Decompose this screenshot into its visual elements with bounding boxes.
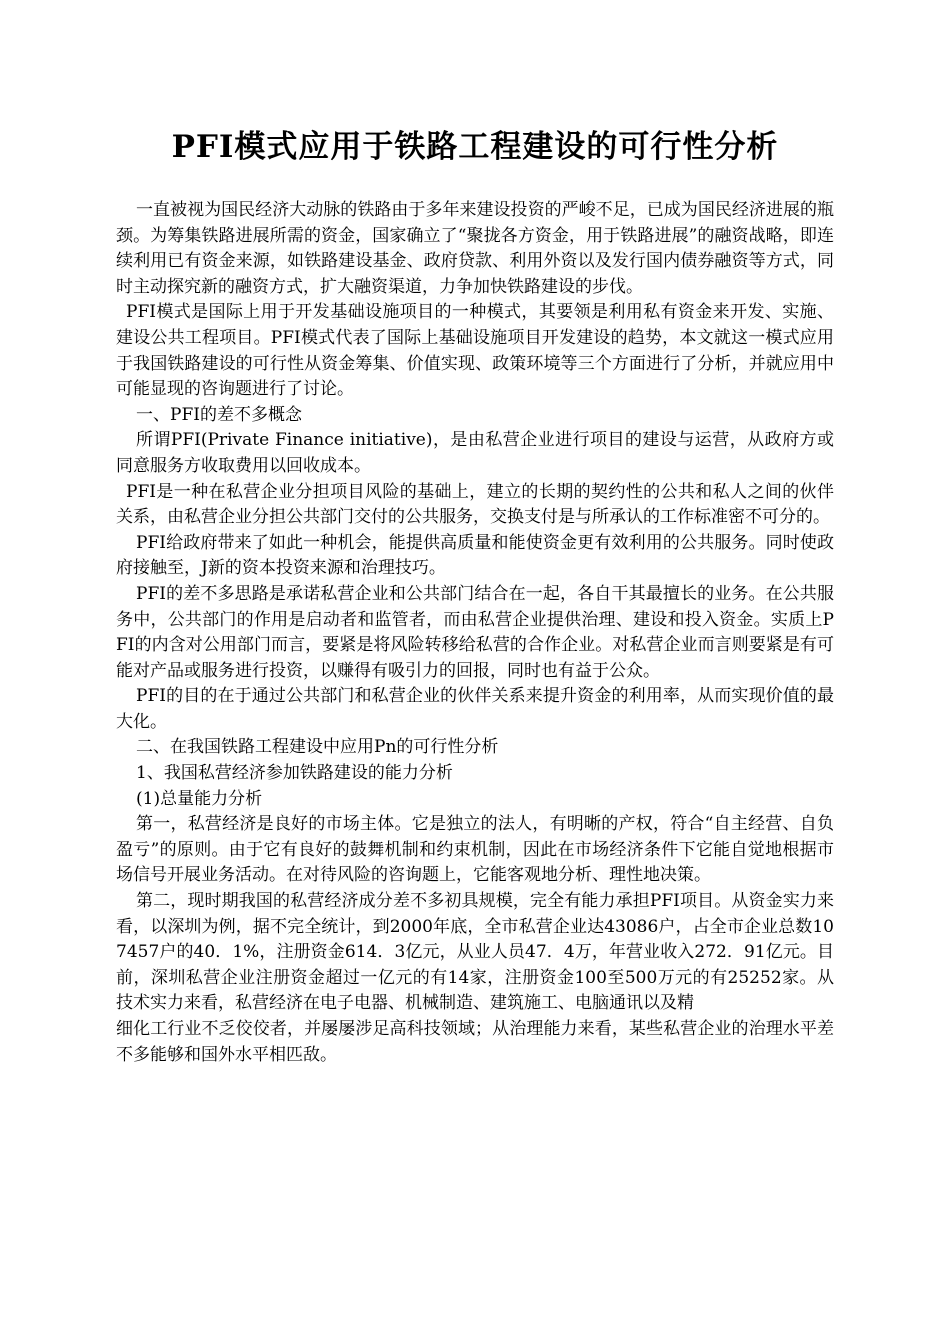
paragraph-first-point: 第一，私营经济是良好的市场主体。它是独立的法人，有明晰的产权，符合“自主经营、自负盈亏”的原则。由于它有良好的鼓舞机制和约束机制，因此在市场经济条件下它能自觉地根据市场信号开展业务活动。在对待风险的咨询题上，它能客观地分析、理性地决策。 bbox=[116, 814, 834, 886]
paragraph-pfi-purpose: PFI的目的在于通过公共部门和私营企业的伙伴关系来提升资金的利用率，从而实现价值的最大化。 bbox=[116, 686, 834, 732]
paragraph-pfi-idea: PFI的差不多思路是承诺私营企业和公共部门结合在一起，各自干其最擅长的业务。在公共服务中，公共部门的作用是启动者和监管者，而由私营企业提供治理、建设和投入资金。实质上PFI的内含对公用部门而言，要紧是将风险转移给私营的合作企业。对私营企业而言则要紧是有可能对产品或服务进行投资，以赚得有吸引力的回报，同时也有益于公众。 bbox=[116, 583, 834, 681]
subsection-heading-1-1: (1)总量能力分析 bbox=[136, 788, 263, 809]
document-title: PFI模式应用于铁路工程建设的可行性分析 bbox=[171, 129, 779, 165]
paragraph-second-point: 第二，现时期我国的私营经济成分差不多初具规模，完全有能力承担PFI项目。从资金实力来看，以深圳为例，据不完全统计，到2000年底，全市私营企业达43086户，占全市企业总数107457户的40．1%，注册资金614．3亿元，从业人员47．4万，年营业收入272．91亿元。目前，深圳私营企业注册资金超过一亿元的有14家，注册资金100至500万元的有25252家。从技术实力来看，私营经济在电子电器、机械制造、建筑施工、电脑通讯以及精 bbox=[116, 891, 834, 1014]
paragraph-pfi-definition: 所谓PFI(Private Finance initiative)，是由私营企业进行项目的建设与运营，从政府方或同意服务方收取费用以回收成本。 bbox=[116, 430, 834, 476]
paragraph-pfi-government: PFI给政府带来了如此一种机会，能提供高质量和能使资金更有效利用的公共服务。同时使政府接触至，J新的资本投资来源和治理技巧。 bbox=[116, 532, 834, 579]
section-heading-2: 二、在我国铁路工程建设中应用Pn的可行性分析 bbox=[136, 737, 499, 758]
paragraph-continuation: 细化工行业不乏佼佼者，并屡屡涉足高科技领域；从治理能力来看，某些私营企业的治理水平差不多能够和国外水平相匹敌。 bbox=[116, 1019, 834, 1065]
paragraph-intro: 一直被视为国民经济大动脉的铁路由于多年来建设投资的严峻不足，已成为国民经济进展的瓶颈。为筹集铁路进展所需的资金，国家确立了“聚拢各方资金，用于铁路进展”的融资战略，即连续利用已有资金来源，如铁路建设基金、政府贷款、利用外资以及发行国内债券融资等方式，同时主动探究新的融资方式，扩大融资渠道，力争加快铁路建设的步伐。 bbox=[116, 200, 834, 297]
document-body bbox=[116, 198, 834, 1068]
paragraph-pfi-partnership: PFI是一种在私营企业分担项目风险的基础上，建立的长期的契约性的公共和私人之间的伙伴关系，由私营企业分担公共部门交付的公共服务，交换支付是与所承认的工作标准密不可分的。 bbox=[116, 481, 834, 528]
paragraph-pfi-mode: PFI模式是国际上用于开发基础设施项目的一种模式，其要领是利用私有资金来开发、实施、建设公共工程项目。PFI模式代表了国际上基础设施项目开发建设的趋势，本文就这一模式应用于我国铁路建设的可行性从资金筹集、价值实现、政策环境等三个方面进行了分析，并就应用中可能显现的咨询题进行了讨论。 bbox=[116, 302, 834, 400]
section-heading-1: 一、PFI的差不多概念 bbox=[136, 404, 302, 425]
subsection-heading-1: 1、我国私营经济参加铁路建设的能力分析 bbox=[136, 763, 453, 784]
